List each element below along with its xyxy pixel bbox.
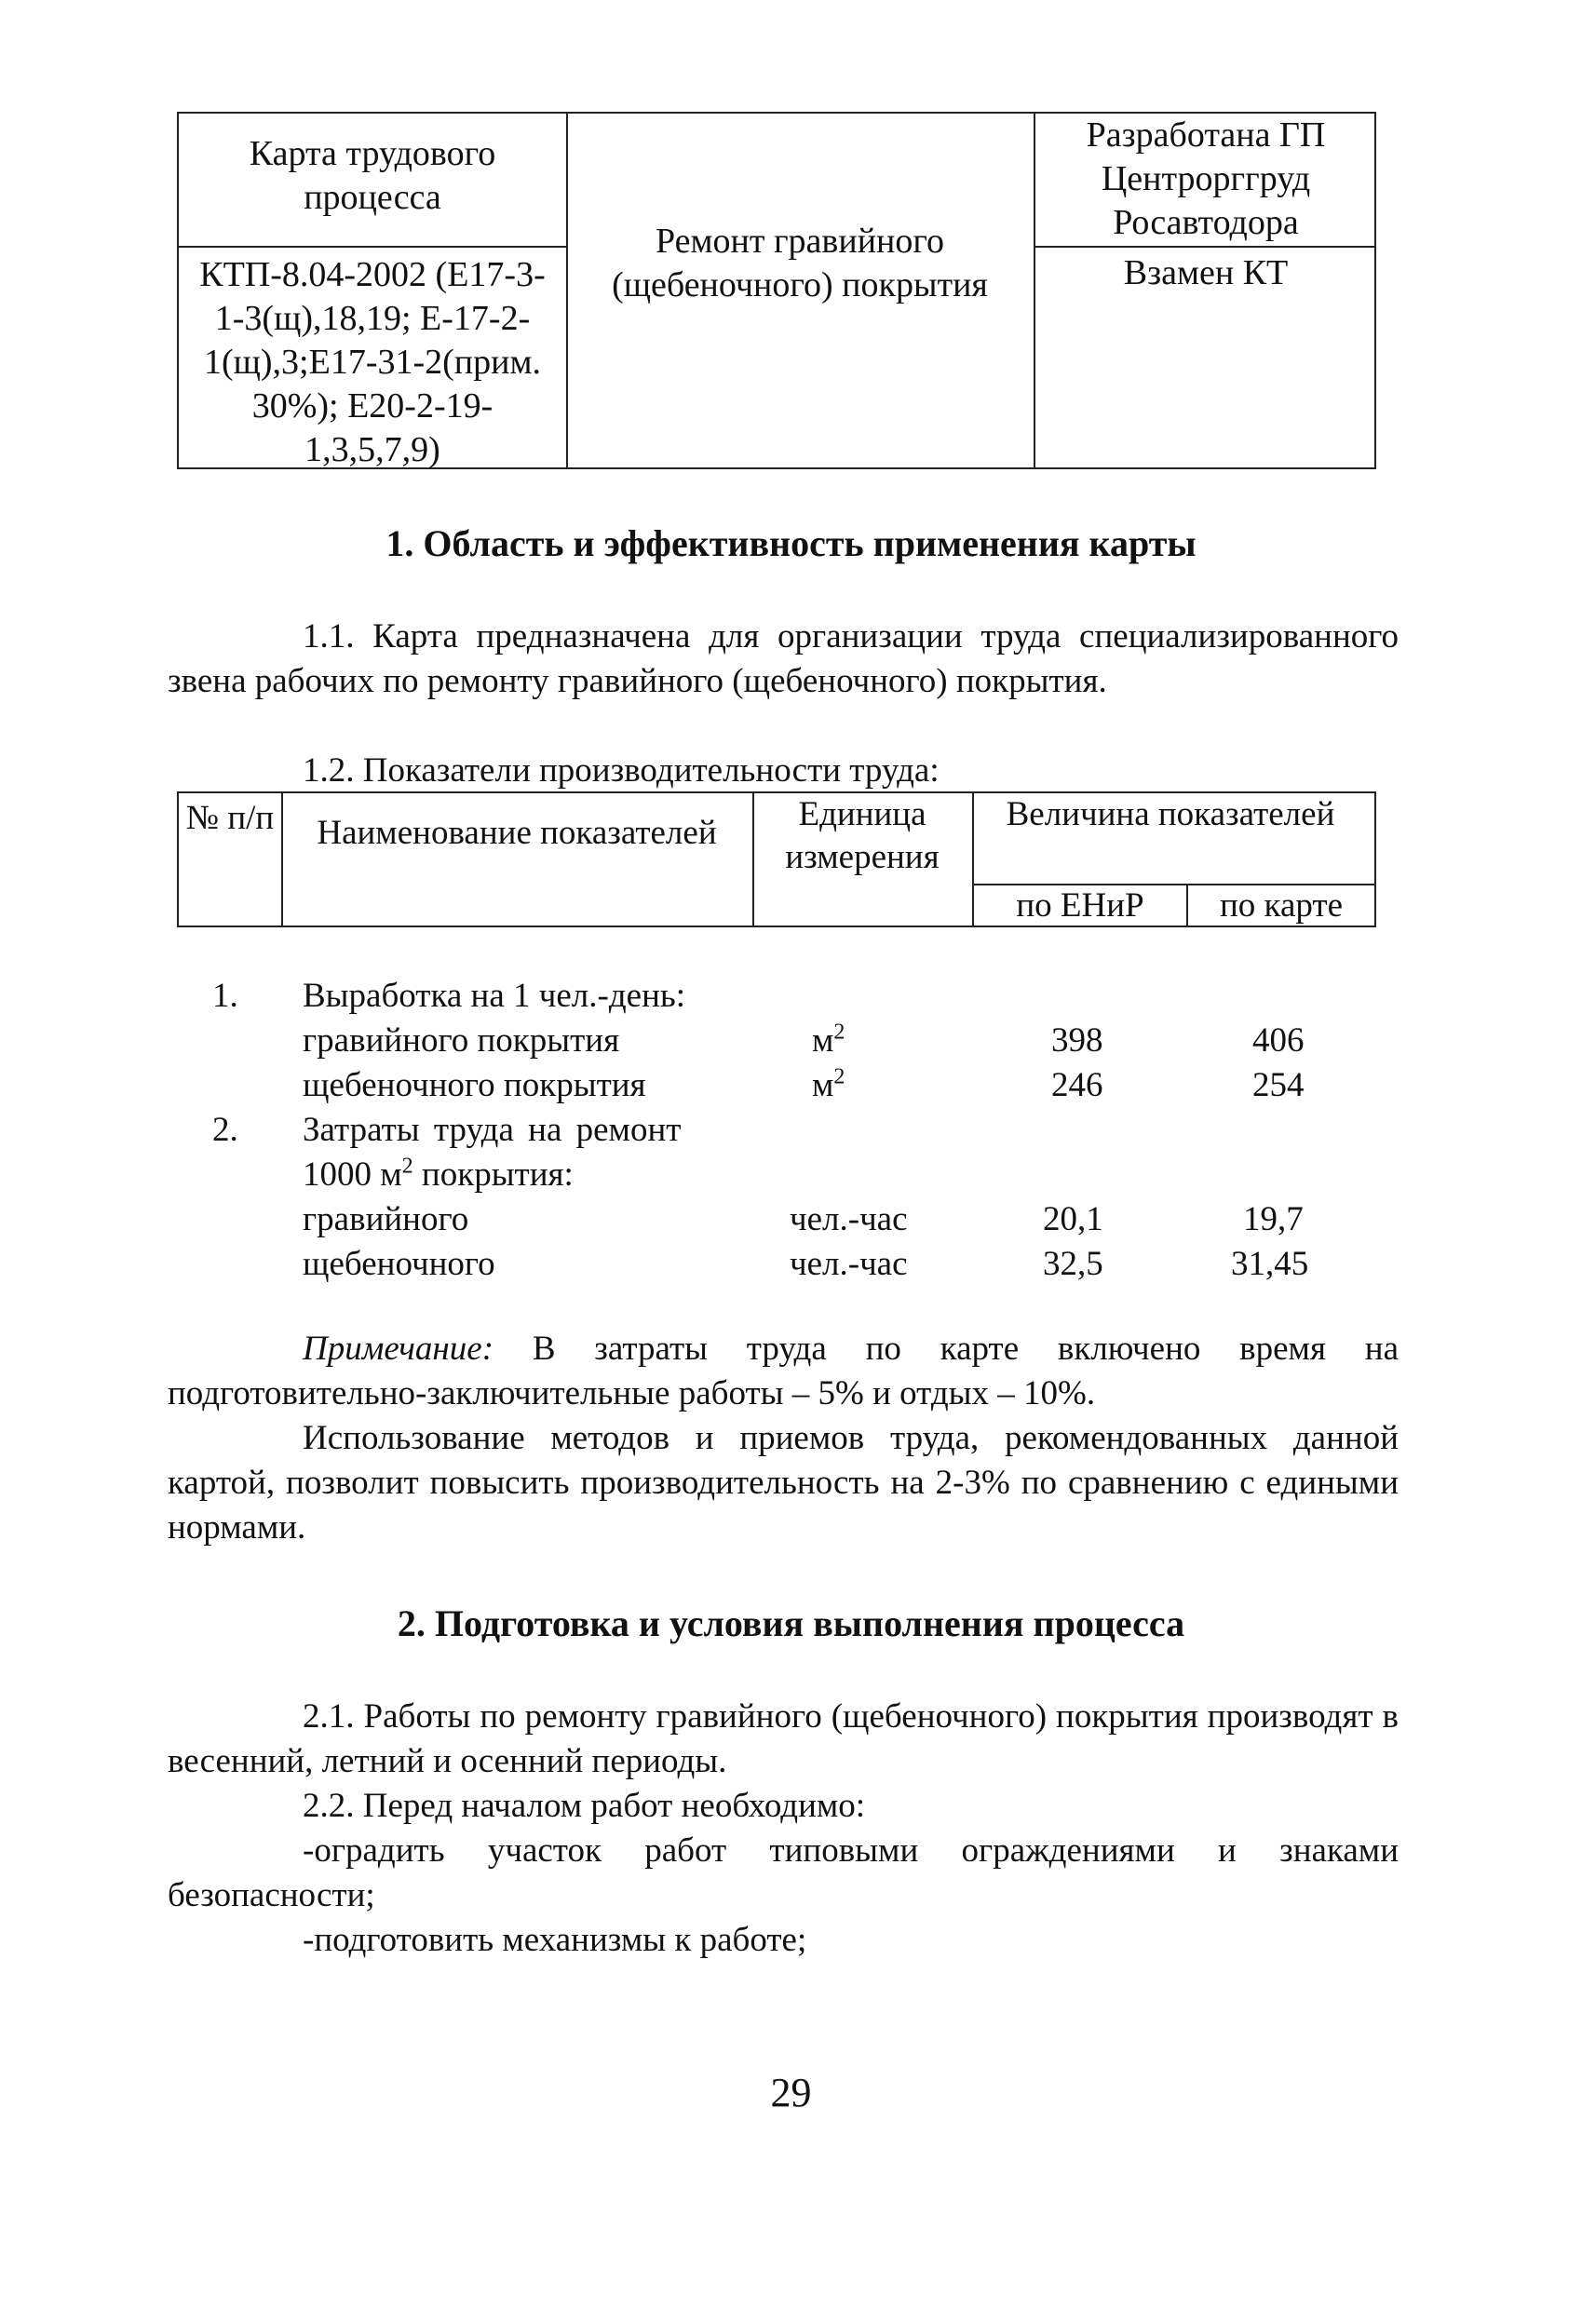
row-num: 1. xyxy=(212,977,238,1015)
col-card-header: по карте xyxy=(1220,886,1343,925)
row-name: Выработка на 1 чел.-день: xyxy=(303,977,686,1015)
paragraph-2-4: -подготовить механизмы к работе; xyxy=(303,1921,807,1959)
row-name: щебеночного покрытия xyxy=(303,1066,646,1104)
col-num-header: № п/п xyxy=(185,799,275,837)
col-enir-header: по ЕНиР xyxy=(1016,886,1144,925)
col-value-header: Величина показателей xyxy=(1006,795,1335,833)
row-name: гравийного xyxy=(303,1200,469,1238)
note-text: В затраты труда по карте включено время на подготовительно-заключительные работы – 5% и отдых – 10%. xyxy=(168,1330,1399,1412)
paragraph-2-2: 2.2. Перед началом работ необходимо: xyxy=(303,1787,866,1825)
work-title: Ремонт гравийного (щебеночного) покрытия xyxy=(612,222,988,304)
col-name-header: Наименование показателей xyxy=(317,814,717,852)
indicators-table-header xyxy=(177,791,1376,927)
row-card-value: 254 xyxy=(1252,1066,1305,1104)
row-unit: чел.-час xyxy=(790,1245,908,1283)
section-2-heading: 2. Подготовка и условия выполнения процесса xyxy=(397,1602,1185,1644)
card-code: КТП-8.04-2002 (Е17-3-1-3(щ),18,19; Е-17-2-1(щ),3;Е17-31-2(прим. 30%); Е20-2-19-1,3,5,7,9) xyxy=(199,255,546,469)
paragraph-2-3: -оградить участок работ типовыми ограждениями и знаками безопасности; xyxy=(168,1831,1399,1914)
row-enir-value: 398 xyxy=(1051,1021,1103,1060)
card-title: Карта трудового процесса xyxy=(249,134,496,217)
developer: Разработана ГП Центрорггруд Росавтодора xyxy=(1086,115,1326,242)
row-enir-value: 32,5 xyxy=(1043,1245,1103,1283)
card-header-table xyxy=(177,112,1376,469)
section-1-heading: 1. Область и эффективность применения карты xyxy=(385,522,1197,564)
row-card-value: 19,7 xyxy=(1243,1200,1304,1238)
row-name: Затраты труда на ремонт xyxy=(303,1111,682,1149)
row-name: щебеночного xyxy=(303,1245,495,1283)
usage-paragraph: Использование методов и приемов труда, рекомендованных данной картой, позволит повысить производительность на 2-3% по сравнению с едиными нормами. xyxy=(168,1419,1399,1547)
row-unit: чел.-час xyxy=(790,1200,908,1238)
paragraph-1-1: 1.1. Карта предназначена для организации труда специализированного звена рабочих по ремонту гравийного (щебеночного) покрытия. xyxy=(168,617,1399,700)
replaces-note: Взамен КТ xyxy=(1123,253,1289,292)
row-card-value: 31,45 xyxy=(1231,1245,1309,1283)
row-enir-value: 20,1 xyxy=(1043,1200,1103,1238)
col-unit-header: Единица измерения xyxy=(785,795,940,876)
note-label: Примечание: xyxy=(303,1330,494,1368)
row-card-value: 406 xyxy=(1252,1021,1305,1060)
row-unit: $м^2$ xyxy=(812,1020,845,1060)
row-name: 1000 $м^2$ покрытия: xyxy=(303,1154,574,1194)
row-name: гравийного покрытия xyxy=(303,1021,620,1060)
note-paragraph xyxy=(168,1327,1399,1416)
row-unit: $м^2$ xyxy=(812,1064,845,1104)
paragraph-2-1: 2.1. Работы по ремонту гравийного (щебеночного) покрытия производят в весенний, летний и осенний периоды. xyxy=(168,1697,1399,1780)
paragraph-1-2: 1.2. Показатели производительности труда: xyxy=(303,751,940,790)
row-enir-value: 246 xyxy=(1051,1066,1103,1104)
row-num: 2. xyxy=(212,1111,238,1149)
page-number: 29 xyxy=(770,2070,812,2115)
